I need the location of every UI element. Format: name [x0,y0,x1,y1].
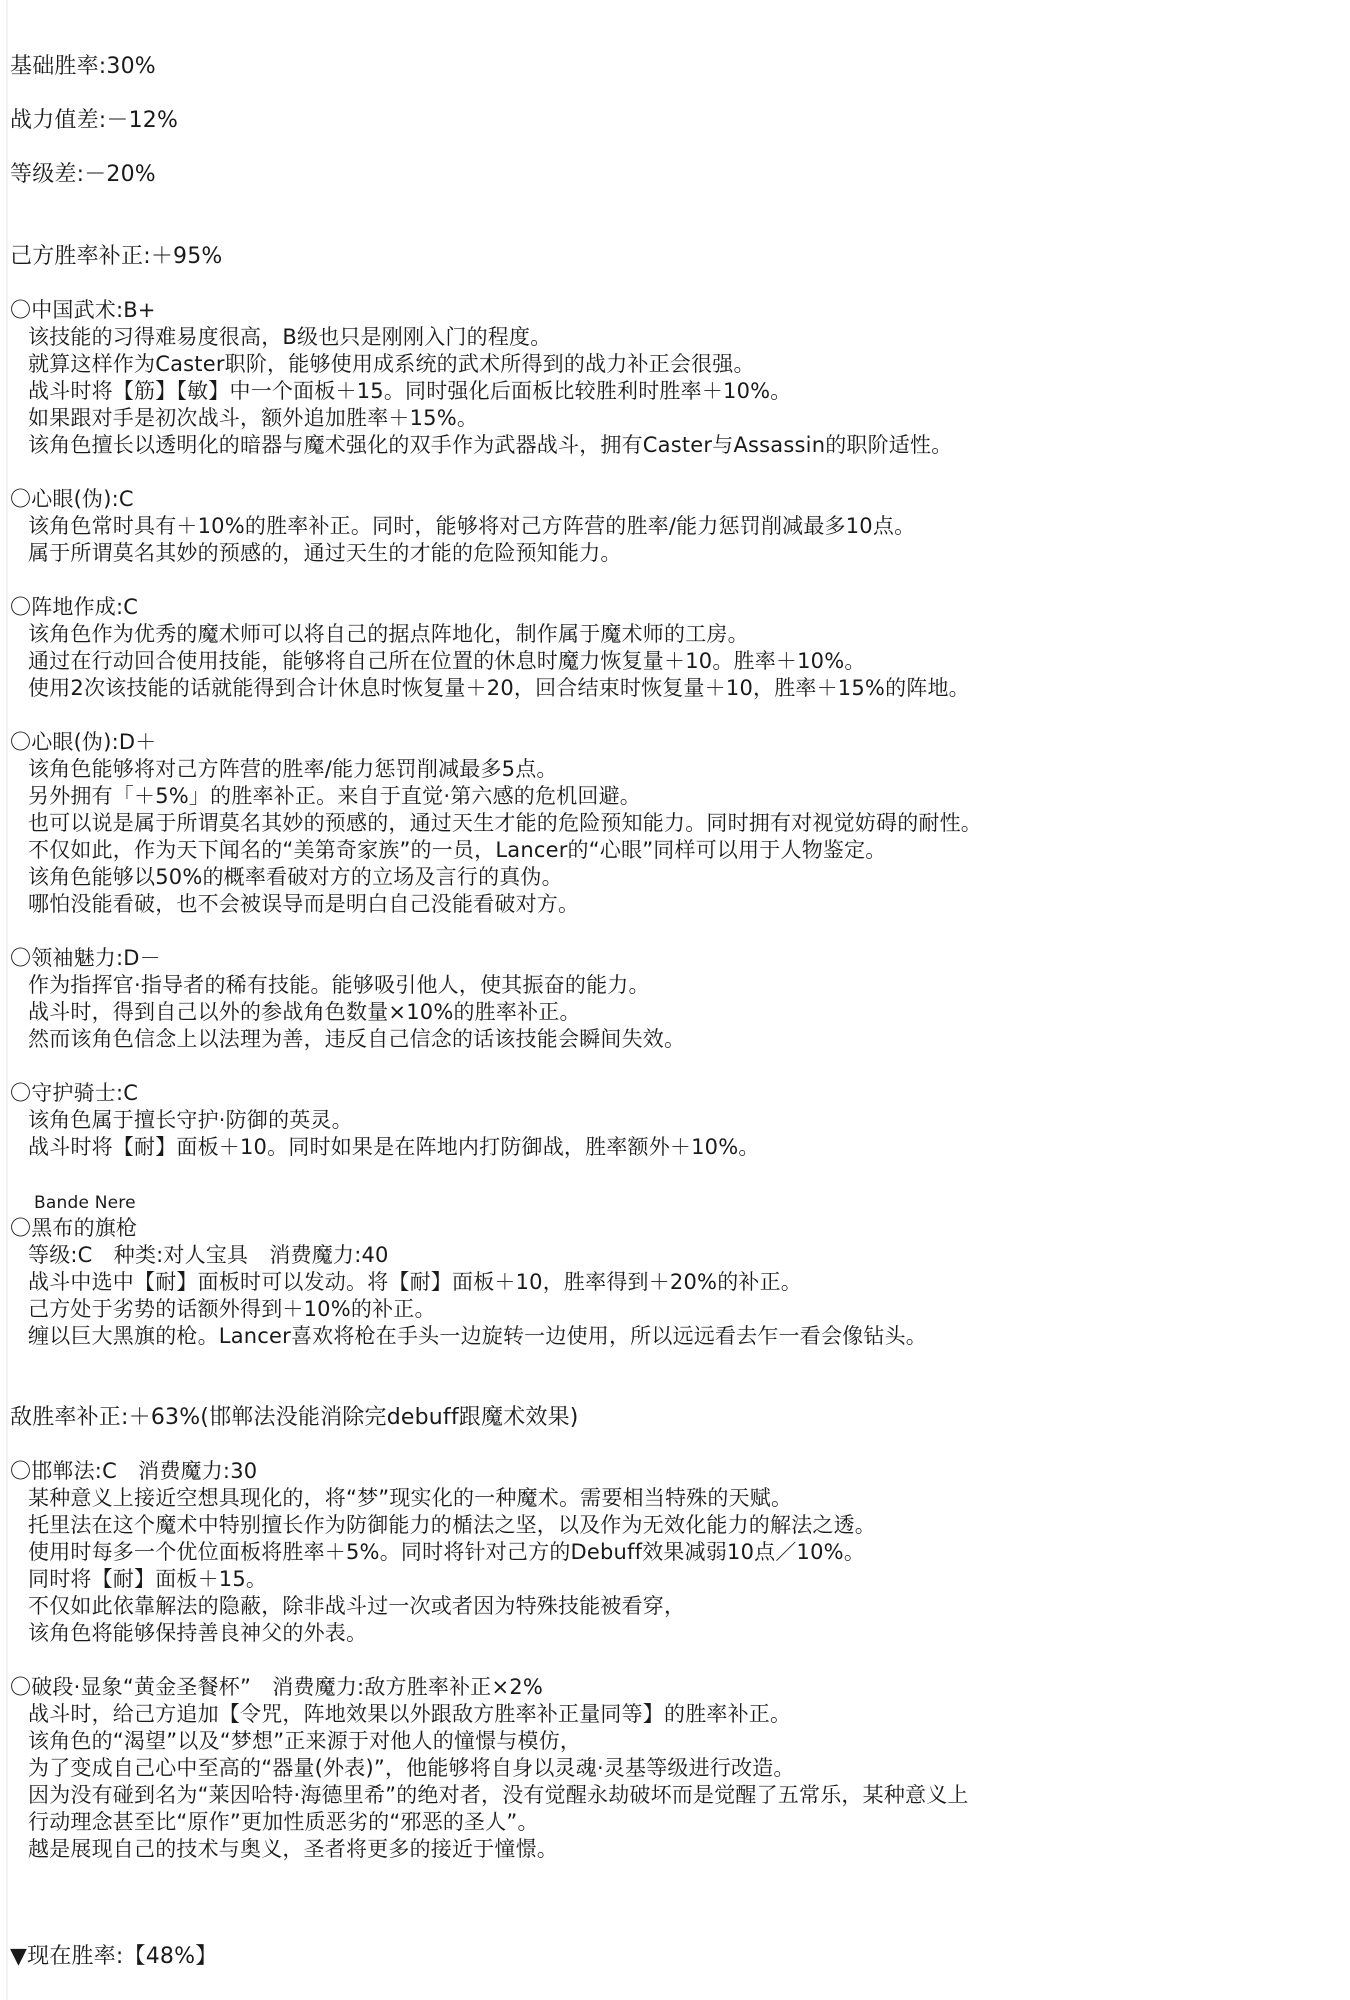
skill-title: 〇守护骑士:C [10,1081,139,1105]
enemy-skill-line: 该角色的“渴望”以及“梦想”正来源于对他人的憧憬与模仿， [28,1729,582,1753]
skill-line: 如果跟对手是初次战斗，额外追加胜率＋15%。 [28,406,479,430]
enemy-skill-line: 为了变成自己心中至高的“器量(外表)”，他能够将自身以灵魂·灵基等级进行改造。 [28,1756,795,1780]
skill-title: 〇心眼(伪):D＋ [10,730,157,754]
noble-phantasm-title: 〇黑布的旗枪 [10,1216,138,1240]
skill-line: 战斗时，得到自己以外的参战角色数量×10%的胜率补正。 [28,1000,581,1024]
enemy-skill-title: 〇破段·显象“黄金圣餐杯” 消费魔力:敌方胜率补正×2% [10,1675,544,1699]
skill-line: 战斗时将【筋】【敏】中一个面板＋15。同时强化后面板比较胜利时胜率＋10%。 [28,379,792,403]
level-difference: 等级差:－20% [10,162,156,187]
power-difference: 战力值差:－12% [10,108,179,133]
enemy-skill-line: 某种意义上接近空想具现化的，将“梦”现实化的一种魔术。需要相当特殊的天赋。 [28,1486,793,1510]
enemy-skill-line: 行动理念甚至比“原作”更加性质恶劣的“邪恶的圣人”。 [28,1810,539,1834]
noble-phantasm-line: 己方处于劣势的话额外得到＋10%的补正。 [28,1297,436,1321]
noble-phantasm-ruby: Bande Nere [34,1193,136,1213]
enemy-skill-line: 战斗时，给己方追加【令咒，阵地效果以外跟敌方胜率补正量同等】的胜率补正。 [28,1702,792,1726]
enemy-skill-line: 越是展现自己的技术与奥义，圣者将更多的接近于憧憬。 [28,1837,558,1861]
skill-line: 该角色能够以50%的概率看破对方的立场及言行的真伪。 [28,865,563,889]
skill-line: 通过在行动回合使用技能，能够将自己所在位置的休息时魔力恢复量＋10。胜率＋10%。 [28,649,866,673]
enemy-skill-line: 该角色将能够保持善良神父的外表。 [28,1621,368,1645]
skill-line: 该角色作为优秀的魔术师可以将自己的据点阵地化，制作属于魔术师的工房。 [28,622,749,646]
noble-phantasm-line: 战斗中选中【耐】面板时可以发动。将【耐】面板＋10，胜率得到＋20%的补正。 [28,1270,802,1294]
skill-line: 该角色属于擅长守护·防御的英灵。 [28,1108,353,1132]
enemy-skill-line: 因为没有碰到名为“莱因哈特·海德里希”的绝对者，没有觉醒永劫破坏而是觉醒了五常乐，某种意义上 [28,1783,969,1807]
skill-line: 另外拥有「＋5%」的胜率补正。来自于直觉·第六感的危机回避。 [28,784,641,808]
ally-win-rate-correction: 己方胜率补正:＋95% [10,244,223,269]
skill-line: 不仅如此，作为天下闻名的“美第奇家族”的一员，Lancer的“心眼”同样可以用于人物鉴定。 [28,838,887,862]
current-win-rate: ▼现在胜率:【48%】 [10,1944,218,1969]
skill-line: 作为指挥官·指导者的稀有技能。能够吸引他人，使其振奋的能力。 [28,973,650,997]
skill-title: 〇心眼(伪):C [10,487,134,511]
skill-line: 该技能的习得难易度很高，B级也只是刚刚入门的程度。 [28,325,552,349]
noble-phantasm-line: 等级:C 种类:对人宝具 消费魔力:40 [28,1243,389,1267]
skill-line: 该角色常时具有＋10%的胜率补正。同时，能够将对己方阵营的胜率/能力惩罚削减最多10点。 [28,514,916,538]
noble-phantasm-line: 缠以巨大黑旗的枪。Lancer喜欢将枪在手头一边旋转一边使用，所以远远看去乍一看会像钻头。 [28,1324,927,1348]
enemy-skill-title: 〇邯郸法:C 消费魔力:30 [10,1459,258,1483]
skill-line: 也可以说是属于所谓莫名其妙的预感的，通过天生才能的危险预知能力。同时拥有对视觉妨碍的耐性。 [28,811,982,835]
skill-title: 〇阵地作成:C [10,595,139,619]
enemy-win-rate-correction: 敌胜率补正:＋63%(邯郸法没能消除完debuff跟魔术效果) [10,1405,579,1430]
skill-line: 战斗时将【耐】面板＋10。同时如果是在阵地内打防御战，胜率额外＋10%。 [28,1135,760,1159]
skill-line: 该角色能够将对己方阵营的胜率/能力惩罚削减最多5点。 [28,757,558,781]
base-win-rate: 基础胜率:30% [10,54,156,79]
skill-line: 然而该角色信念上以法理为善，违反自己信念的话该技能会瞬间失效。 [28,1027,686,1051]
skill-line: 属于所谓莫名其妙的预感的，通过天生的才能的危险预知能力。 [28,541,622,565]
skill-title: 〇中国武术:B+ [10,298,156,322]
enemy-skill-line: 不仅如此依靠解法的隐蔽，除非战斗过一次或者因为特殊技能被看穿， [28,1594,686,1618]
enemy-skill-line: 使用时每多一个优位面板将胜率＋5%。同时将针对己方的Debuff效果减弱10点／10%。 [28,1540,866,1564]
enemy-skill-line: 同时将【耐】面板＋15。 [28,1567,268,1591]
skill-line: 就算这样作为Caster职阶，能够使用成系统的武术所得到的战力补正会很强。 [28,352,755,376]
skill-line: 该角色擅长以透明化的暗器与魔术强化的双手作为武器战斗，拥有Caster与Assassin的职阶适性。 [28,433,953,457]
skill-title: 〇领袖魅力:D－ [10,946,161,970]
skill-line: 哪怕没能看破，也不会被误导而是明白自己没能看破对方。 [28,892,580,916]
skill-line: 使用2次该技能的话就能得到合计休息时恢复量＋20，回合结束时恢复量＋10，胜率＋15%的阵地。 [28,676,970,700]
enemy-skill-line: 托里法在这个魔术中特别擅长作为防御能力的楯法之坚，以及作为无效化能力的解法之透。 [28,1513,876,1537]
page-edge-rule [6,0,8,2000]
